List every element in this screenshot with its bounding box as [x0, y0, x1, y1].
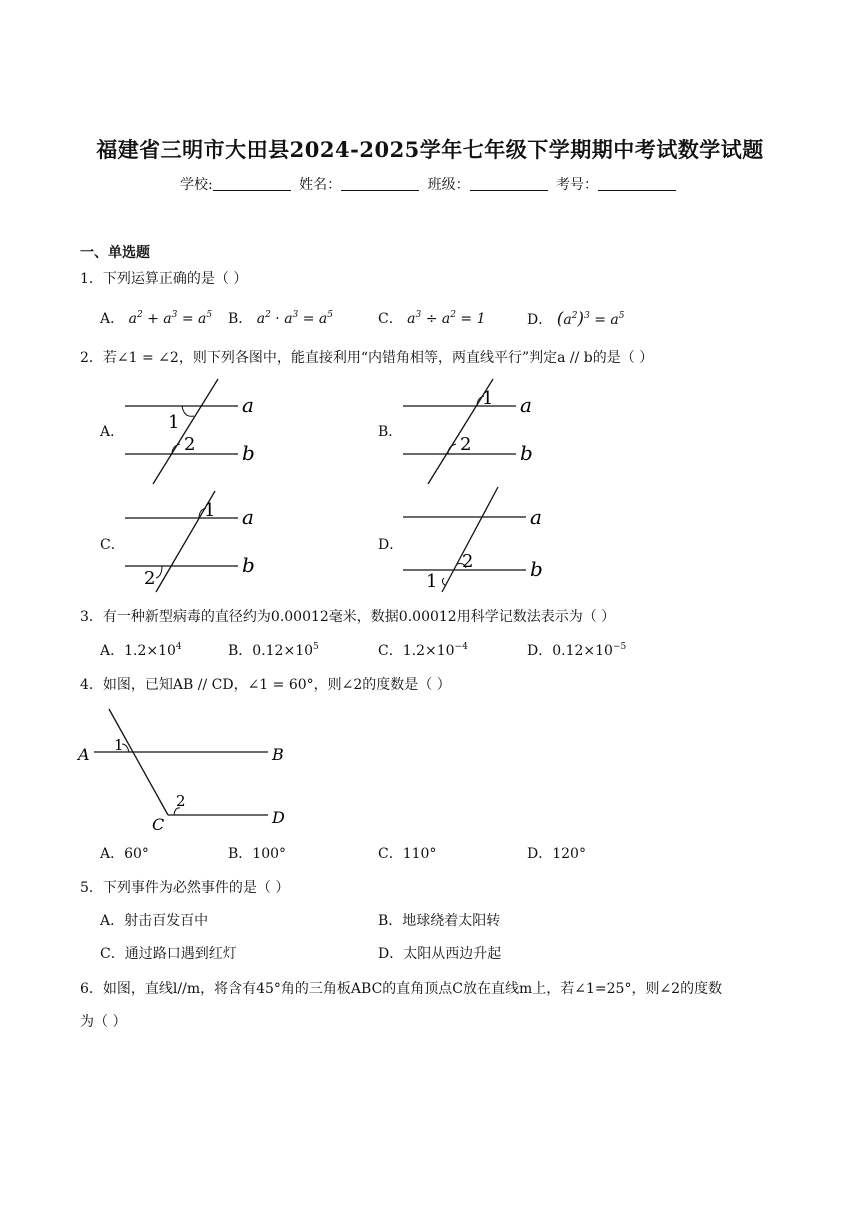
angle-arc-2: [156, 566, 162, 578]
label-1: 1: [482, 388, 494, 409]
label-2: 2: [176, 792, 186, 810]
q6-stem-line2: 为（ ）: [80, 1014, 127, 1030]
page-title: 福建省三明市大田县2024-2025学年七年级下学期期中考试数学试题: [96, 137, 764, 162]
q1-option-d-expr: $(a^2)^3 = a^5$: [556, 309, 625, 329]
q5-stem: 5．下列事件为必然事件的是（ ）: [80, 880, 290, 896]
q1-stem: 1．下列运算正确的是（ ）: [80, 271, 248, 287]
label-b: b: [530, 557, 543, 581]
q3-option-c[interactable]: [378, 641, 468, 661]
section-heading: 一、单选题: [80, 245, 150, 261]
transversal: [153, 379, 218, 484]
q1-option-b-expr: $a^2 \cdot a^3 = a^5$: [256, 310, 333, 327]
transversal: [109, 709, 168, 815]
label-b: b: [242, 441, 255, 465]
transversal: [442, 487, 498, 592]
q1-option-a-expr: $a^2 + a^3 = a^5$: [128, 310, 213, 327]
angle-arc-2: [448, 444, 456, 454]
label-2: 2: [462, 551, 474, 572]
label-2: 2: [184, 434, 196, 455]
field-school-blank[interactable]: [213, 176, 291, 191]
q3-option-a[interactable]: [100, 641, 182, 661]
q2-option-b[interactable]: B．: [378, 424, 403, 440]
label-a: a: [242, 393, 254, 417]
field-class-blank[interactable]: [470, 176, 548, 191]
student-info-line: [0, 174, 860, 194]
q3-option-c-text: C．$1.2\times 10^{-4}$: [378, 642, 468, 659]
q2-figure-b: [398, 376, 548, 486]
q5-option-d[interactable]: D．太阳从西边升起: [378, 946, 502, 962]
field-school-label: 学校:: [179, 177, 213, 193]
q2-figure-d: [398, 486, 558, 596]
angle-arc-1: [182, 406, 194, 416]
q1-option-a-label: A．: [100, 311, 125, 327]
q3-option-b-text: B．$0.12\times 10^5$: [228, 642, 319, 659]
q1-option-b[interactable]: [228, 309, 333, 329]
label-a: a: [530, 505, 542, 529]
label-D: D: [272, 808, 285, 827]
field-class-label: 班级：: [427, 177, 470, 193]
q4-option-b[interactable]: B．100°: [228, 846, 287, 862]
q6-stem-line1: 6．如图，直线l//m，将含有45°角的三角板ABC的直角顶点C放在直线m上，若∠1=25°，则∠2的度数: [80, 981, 723, 997]
field-number-blank[interactable]: [598, 176, 676, 191]
q3-option-b[interactable]: [228, 641, 319, 661]
label-1: 1: [168, 412, 180, 433]
label-b: b: [242, 553, 255, 577]
label-2: 2: [144, 568, 156, 589]
q1-option-c-label: C．: [378, 311, 403, 327]
field-name-blank[interactable]: [341, 176, 419, 191]
label-2: 2: [460, 434, 472, 455]
label-b: b: [520, 441, 533, 465]
label-1: 1: [114, 736, 124, 754]
q2-figure-c: [120, 488, 270, 598]
q3-option-d-text: D．$0.12\times 10^{-5}$: [527, 642, 627, 659]
field-number-label: 考号：: [556, 177, 599, 193]
q1-option-d-label: D．: [527, 312, 553, 328]
q2-option-c[interactable]: C．: [100, 537, 125, 553]
q2-option-d[interactable]: D．: [378, 537, 404, 553]
q1-option-b-label: B．: [228, 311, 253, 327]
q1-option-c-expr: $a^3 \div a^2 = 1$: [407, 310, 486, 327]
q1-option-a[interactable]: [100, 309, 212, 329]
q2-stem: 2．若∠1 = ∠2，则下列各图中，能直接利用“内错角相等，两直线平行”判定a // b的是（ ）: [80, 350, 654, 366]
q3-option-a-text: A．$1.2\times 10^4$: [100, 642, 182, 659]
q5-option-b[interactable]: B．地球绕着太阳转: [378, 913, 501, 929]
q3-option-d[interactable]: [527, 641, 626, 661]
q4-option-d[interactable]: D．120°: [527, 846, 586, 862]
q3-stem: 3．有一种新型病毒的直径约为0.00012毫米，数据0.00012用科学记数法表示为（ ）: [80, 609, 616, 625]
q4-option-c[interactable]: C．110°: [378, 846, 437, 862]
label-C: C: [152, 815, 165, 834]
q2-option-a[interactable]: A．: [100, 424, 125, 440]
q4-stem: 4．如图，已知AB // CD，∠1 = 60°，则∠2的度数是（ ）: [80, 677, 451, 693]
q4-figure: [76, 704, 296, 834]
field-name-label: 姓名：: [299, 177, 342, 193]
q4-option-a[interactable]: A．60°: [100, 846, 149, 862]
label-a: a: [520, 393, 532, 417]
q5-option-a[interactable]: A．射击百发百中: [100, 913, 209, 929]
label-1: 1: [426, 571, 438, 592]
label-A: A: [78, 745, 90, 764]
q1-option-d[interactable]: [527, 309, 625, 330]
label-a: a: [242, 505, 254, 529]
label-B: B: [272, 745, 284, 764]
label-1: 1: [204, 500, 216, 521]
q2-figure-a: [120, 376, 270, 486]
q5-option-c[interactable]: C．通过路口遇到红灯: [100, 946, 237, 962]
q1-option-c[interactable]: [378, 309, 486, 329]
